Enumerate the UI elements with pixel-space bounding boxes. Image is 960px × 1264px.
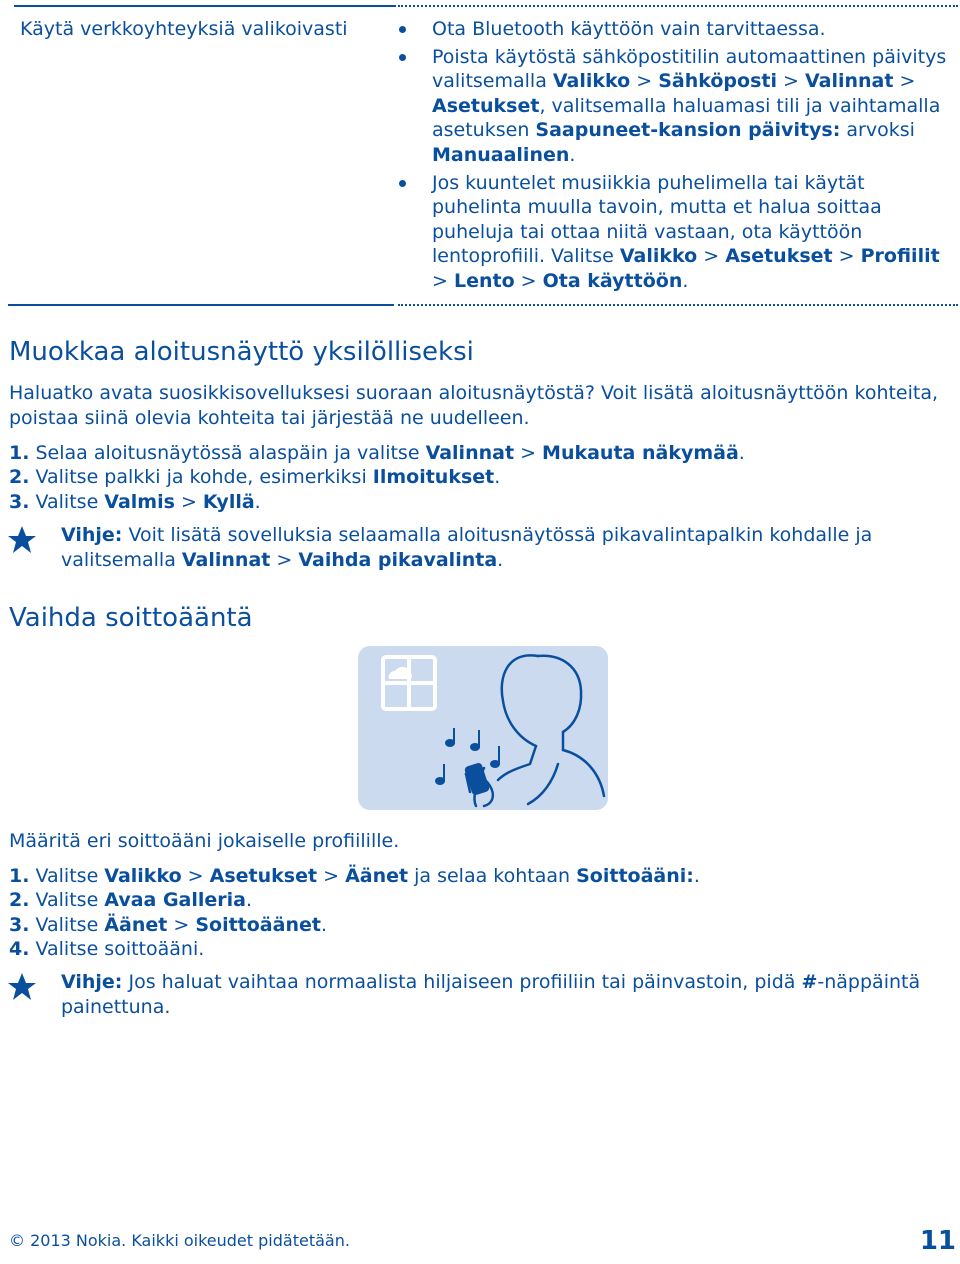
section-intro: Määritä eri soittoääni jokaiselle profiilille. (9, 830, 400, 852)
section-rule (8, 304, 394, 306)
star-icon (7, 972, 37, 1002)
step-item: 1. Valitse Valikko > Asetukset > Äänet ja selaa kohtaan Soittoääni:. (9, 865, 700, 887)
section-intro: Haluatko avata suosikkisovelluksesi suoraan aloitusnäytöstä? Voit lisätä aloitusnäyttöön kohteita, poistaa siinä olevia kohteita tai järjestää ne uudelleen. (9, 382, 939, 429)
section-title-home-screen: Muokkaa aloitusnäyttö yksilölliseksi (9, 337, 474, 367)
step-item: 3. Valitse Valmis > Kyllä. (9, 491, 261, 513)
list-item: Ota Bluetooth käyttöön vain tarvittaessa. (432, 17, 958, 42)
step-item: 1. Selaa aloitusnäytössä alaspäin ja valitse Valinnat > Mukauta näkymää. (9, 442, 745, 464)
tips-bullet-list (432, 17, 958, 297)
star-icon (7, 525, 37, 555)
step-item: 3. Valitse Äänet > Soittoäänet. (9, 914, 327, 936)
section-title-ringtone: Vaihda soittoääntä (9, 603, 253, 633)
section-rule-dotted (398, 304, 958, 306)
step-item: 2. Valitse palkki ja kohde, esimerkiksi Ilmoitukset. (9, 466, 501, 488)
top-rule (14, 5, 396, 7)
list-item: Poista käytöstä sähköpostitilin automaattinen päivitys valitsemalla Valikko > Sähköposti > Valinnat > Asetukset, valitsemalla haluamasi tili ja vaihtamalla asetuksen Saapuneet-kansion päivitys: arvoksi Manuaalinen. (432, 45, 958, 168)
step-item: 4. Valitse soittoääni. (9, 938, 205, 960)
list-item: Jos kuuntelet musiikkia puhelimella tai käytät puhelinta muulla tavoin, mutta et halua soittaa puheluja tai ottaa niitä vastaan, ota käyttöön lentoprofiili. Valitse Valikko > Asetukset > Profiilit > Lento > Ota käyttöön. (432, 171, 958, 294)
side-heading: Käytä verkkoyhteyksiä valikoivasti (20, 18, 348, 40)
step-item: 2. Valitse Avaa Galleria. (9, 889, 253, 911)
person-listening-music-illustration (358, 646, 608, 810)
top-rule-dotted (398, 5, 958, 7)
tip-home-screen: Vihje: Voit lisätä sovelluksia selaamalla aloitusnäytössä pikavalintapalkin kohdalle ja valitsemalla Valinnat > Vaihda pikavalinta. (61, 524, 873, 571)
tip-ringtone: Vihje: Jos haluat vaihtaa normaalista hiljaiseen profiiliin tai päinvastoin, pidä #-näppäintä painettuna. (61, 971, 921, 1018)
copyright-footer: © 2013 Nokia. Kaikki oikeudet pidätetään. (9, 1231, 350, 1250)
page-number: 11 (919, 1226, 956, 1256)
